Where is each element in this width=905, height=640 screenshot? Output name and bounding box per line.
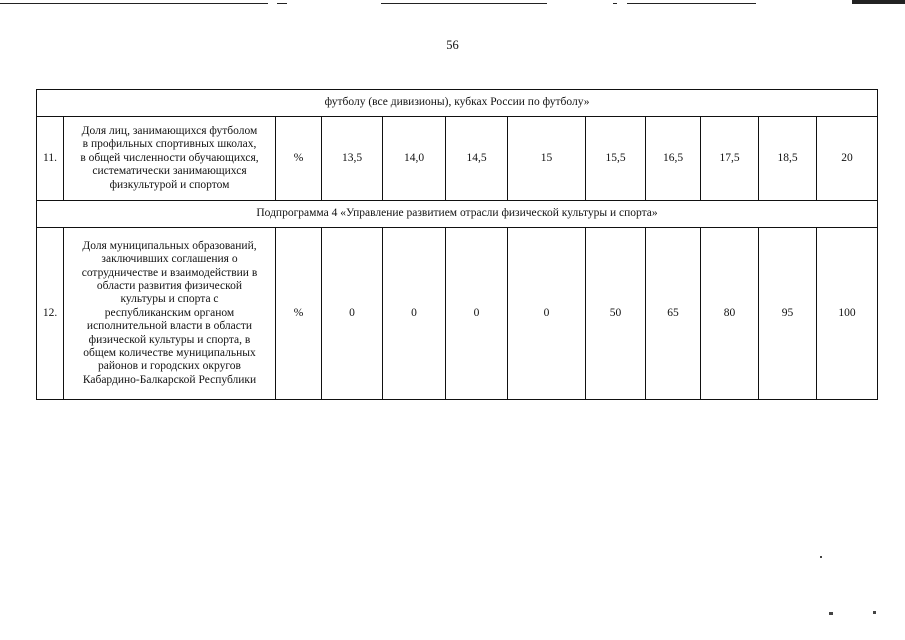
value-cell: 16,5 xyxy=(646,117,701,201)
continuation-heading: футболу (все дивизионы), кубках России по футболу» xyxy=(37,90,878,117)
indicator-name-line: физической культуры и спорта, в xyxy=(88,333,251,346)
indicator-name-line: Кабардино-Балкарской Республики xyxy=(82,373,257,386)
indicator-name-line: Доля лиц, занимающихся футболом xyxy=(81,124,258,137)
indicator-name-line: общем количестве муниципальных xyxy=(83,347,256,360)
scan-speck xyxy=(820,556,822,558)
table-row xyxy=(37,228,878,400)
top-rule-6 xyxy=(852,0,905,4)
value-cell: 80 xyxy=(701,228,759,400)
indicator-name-line: культуры и спорта с xyxy=(120,293,219,306)
indicator-name xyxy=(64,228,276,400)
row-number: 12. xyxy=(37,228,64,400)
value-cell: 0 xyxy=(383,228,446,400)
value-cell: 14,0 xyxy=(383,117,446,201)
value-cell: 15 xyxy=(508,117,586,201)
top-rule-5 xyxy=(627,3,756,4)
row-number: 11. xyxy=(37,117,64,201)
value-cell: 0 xyxy=(322,228,383,400)
indicator-name-line: в профильных спортивных школах, xyxy=(82,138,257,151)
table-row xyxy=(37,117,878,201)
value-cell: 14,5 xyxy=(446,117,508,201)
unit-cell: % xyxy=(276,228,322,400)
top-rule-4 xyxy=(613,3,617,4)
indicator-name-line: систематически занимающихся xyxy=(92,165,247,178)
unit-cell: % xyxy=(276,117,322,201)
value-cell: 50 xyxy=(586,228,646,400)
top-rule-1 xyxy=(0,3,268,4)
value-cell: 65 xyxy=(646,228,701,400)
value-cell: 18,5 xyxy=(759,117,817,201)
value-cell: 95 xyxy=(759,228,817,400)
indicator-name-line: области развития физической xyxy=(96,279,243,292)
value-cell: 100 xyxy=(817,228,878,400)
indicator-name-line: исполнительной власти в области xyxy=(86,320,253,333)
value-cell: 15,5 xyxy=(586,117,646,201)
value-cell: 17,5 xyxy=(701,117,759,201)
indicator-name-line: республиканским органом xyxy=(104,306,235,319)
top-rule-3 xyxy=(381,3,547,4)
value-cell: 20 xyxy=(817,117,878,201)
indicator-name-line: сотрудничестве и взаимодействии в xyxy=(81,266,258,279)
indicator-name-line: заключивших соглашения о xyxy=(101,253,238,266)
scan-speck xyxy=(873,611,876,614)
value-cell: 13,5 xyxy=(322,117,383,201)
page-number: 56 xyxy=(446,38,459,52)
value-cell: 0 xyxy=(446,228,508,400)
indicator-name-line: физкультурой и спортом xyxy=(109,178,230,191)
indicator-name-line: районов и городских округов xyxy=(98,360,241,373)
subprogram-heading: Подпрограмма 4 «Управление развитием отрасли физической культуры и спорта» xyxy=(37,201,878,228)
value-cell: 0 xyxy=(508,228,586,400)
top-rule-2 xyxy=(277,3,287,4)
indicator-name xyxy=(64,117,276,201)
indicator-name-line: Доля муниципальных образований, xyxy=(82,239,257,252)
scan-speck xyxy=(829,612,833,615)
indicators-table xyxy=(36,89,878,400)
indicator-name-line: в общей численности обучающихся, xyxy=(80,151,259,164)
